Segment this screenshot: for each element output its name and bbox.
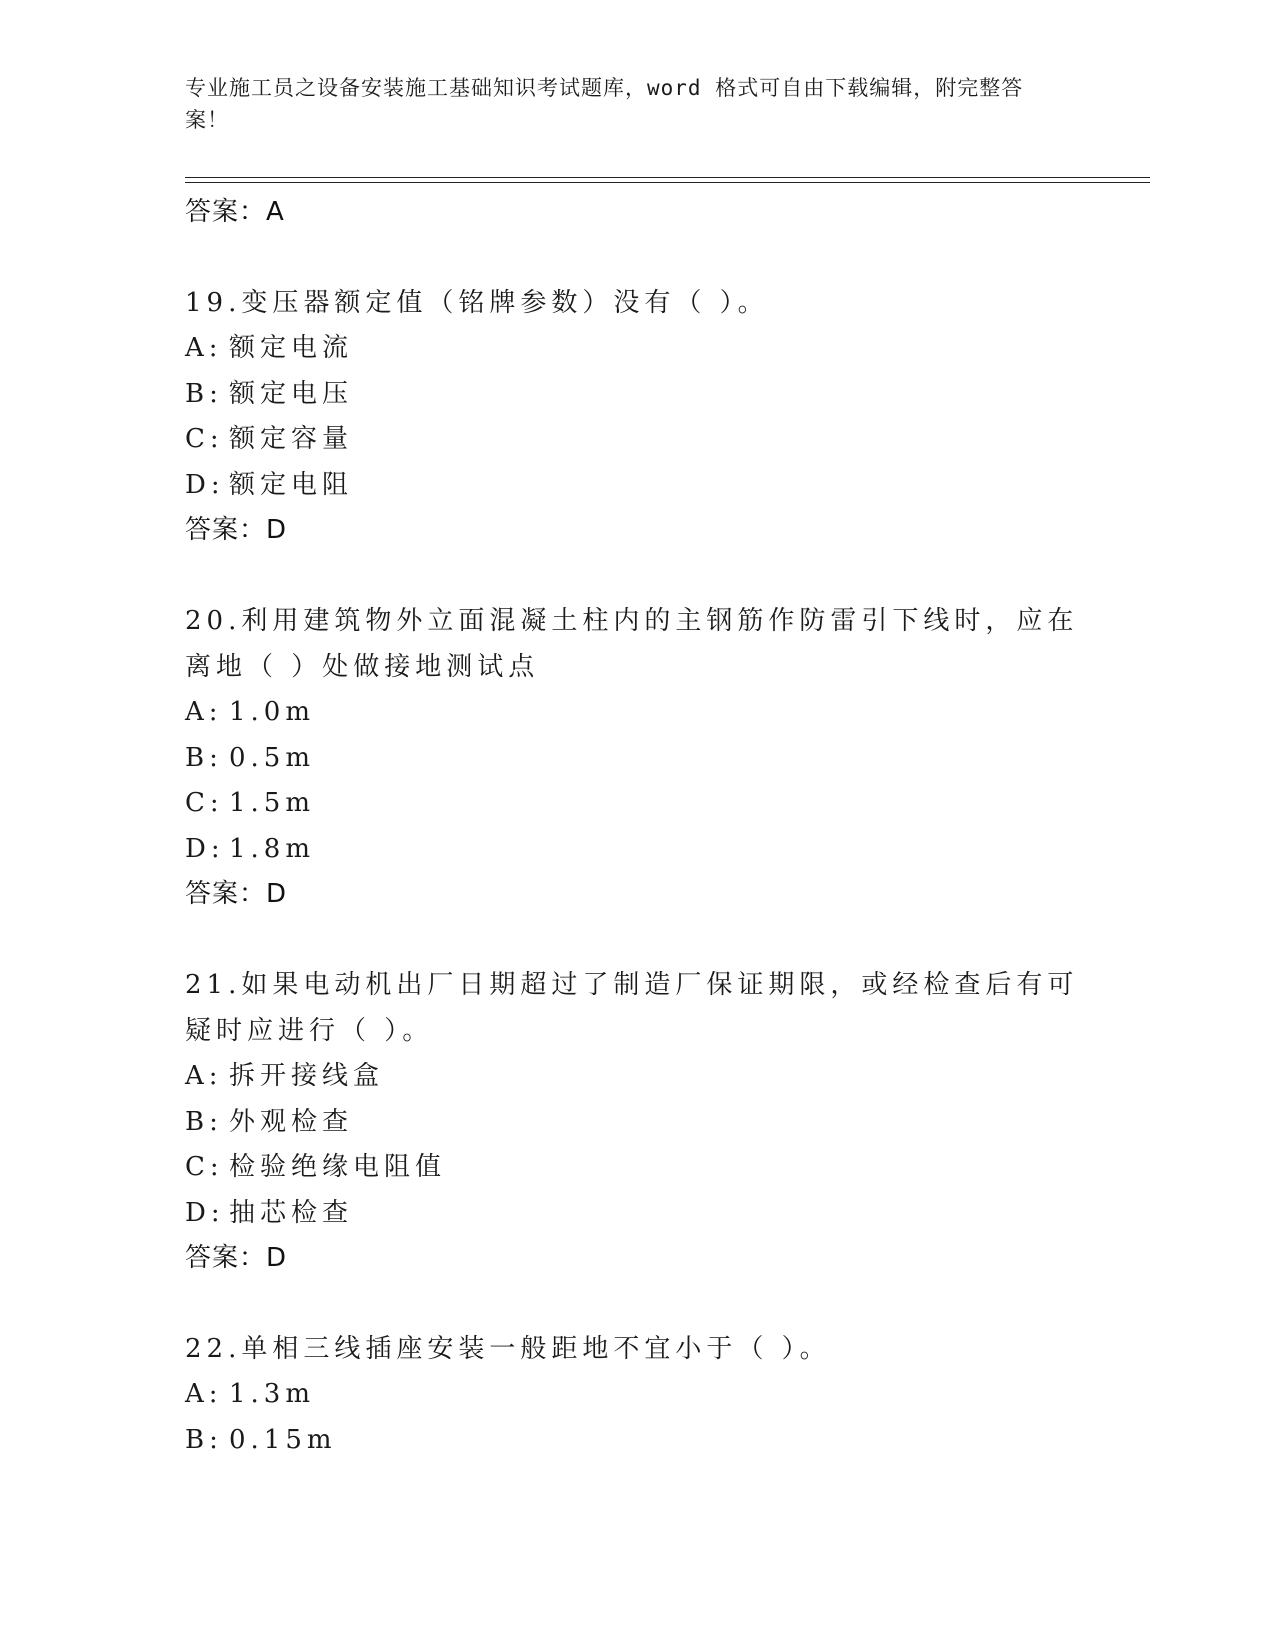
option-text: 抽芯检查 (229, 1197, 354, 1228)
option-d (185, 1191, 1085, 1237)
option-b (185, 1100, 1085, 1146)
option-text: 额定容量 (229, 424, 354, 454)
option-text: 外观检查 (229, 1106, 354, 1137)
question-list (185, 190, 1085, 1463)
option-a (185, 326, 1085, 372)
question-block (185, 1326, 1085, 1463)
option-key: A: (185, 697, 223, 727)
option-key: A: (185, 1061, 223, 1091)
option-key: A: (185, 1379, 223, 1409)
option-c (185, 1145, 1085, 1191)
option-key: B: (185, 1424, 223, 1455)
option-key: B: (185, 378, 223, 409)
option-b (185, 1418, 1085, 1464)
option-text: 额定电阻 (229, 469, 354, 500)
option-key: D: (185, 469, 225, 500)
option-key: A: (185, 333, 223, 363)
header-divider-top (185, 177, 1150, 178)
document-header: 专业施工员之设备安装施工基础知识考试题库，word 格式可自由下载编辑，附完整答案！ (185, 76, 1024, 132)
option-text: 1.0m (229, 697, 316, 727)
option-key: B: (185, 1106, 223, 1137)
question-block (185, 280, 1085, 553)
option-text: 拆开接线盒 (229, 1061, 385, 1091)
question-stem: 20.利用建筑物外立面混凝土柱内的主钢筋作防雷引下线时，应在离地（ ）处做接地测试点 (185, 606, 1079, 682)
option-text: 0.15m (229, 1424, 337, 1455)
option-text: 额定电压 (229, 378, 354, 409)
question-stem: 22.单相三线插座安装一般距地不宜小于（ ）。 (185, 1334, 831, 1364)
answer-line: 答案：D (185, 515, 288, 545)
option-c (185, 417, 1085, 463)
option-text: 1.3m (229, 1379, 316, 1409)
question-block (185, 598, 1085, 917)
option-d (185, 827, 1085, 873)
option-key: B: (185, 742, 223, 773)
option-key: D: (185, 1197, 225, 1228)
option-a (185, 690, 1085, 736)
question-block (185, 962, 1085, 1281)
option-b (185, 736, 1085, 782)
option-c (185, 781, 1085, 827)
answer-line: 答案：D (185, 879, 288, 909)
option-text: 检验绝缘电阻值 (229, 1152, 447, 1182)
option-key: C: (185, 424, 224, 454)
question-stem: 19.变压器额定值（铭牌参数）没有（ ）。 (185, 288, 769, 318)
option-d (185, 463, 1085, 509)
answer-line: 答案：D (185, 1243, 288, 1273)
option-key: D: (185, 833, 225, 864)
option-a (185, 1054, 1085, 1100)
option-key: C: (185, 1152, 224, 1182)
option-text: 额定电流 (229, 333, 354, 363)
option-text: 1.5m (229, 788, 316, 818)
header-divider-bottom (185, 182, 1150, 183)
option-text: 0.5m (229, 742, 316, 773)
option-a (185, 1372, 1085, 1418)
option-text: 1.8m (229, 833, 316, 864)
question-stem: 21.如果电动机出厂日期超过了制造厂保证期限，或经检查后有可疑时应进行（ ）。 (185, 970, 1079, 1046)
option-key: C: (185, 788, 224, 818)
answer-line: 答案：A (185, 197, 285, 227)
option-b (185, 372, 1085, 418)
